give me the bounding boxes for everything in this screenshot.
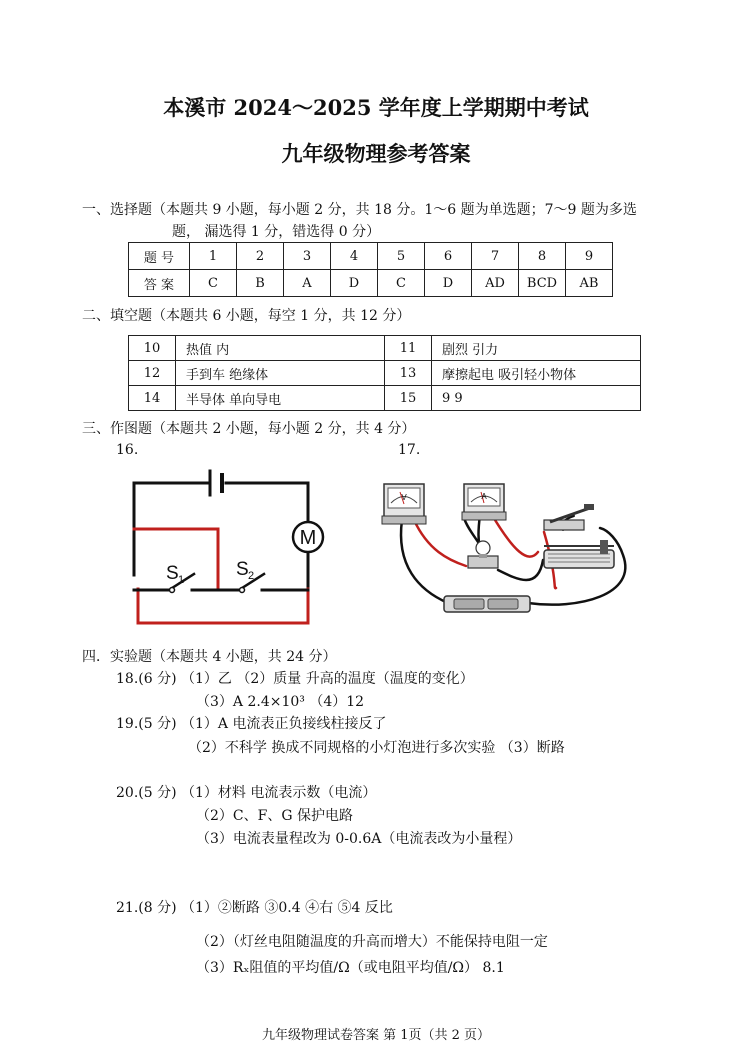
circuit-diagram-16 xyxy=(110,455,330,630)
answer-cell: BCD xyxy=(519,270,566,297)
answer-cell: 摩擦起电 吸引轻小物体 xyxy=(432,361,641,386)
table-row xyxy=(129,270,613,297)
question-number: 1 xyxy=(190,243,237,270)
question-number: 8 xyxy=(519,243,566,270)
question-number: 7 xyxy=(472,243,519,270)
answer-cell: D xyxy=(331,270,378,297)
section1-heading: 一、选择题（本题共 9 小题，每小题 2 分，共 18 分。1～6 题为单选题；7～9 题为多选 xyxy=(82,202,637,218)
ammeter-label: A xyxy=(481,492,487,501)
answer-line-18a: 18.(6 分) （1）乙 （2）质量 升高的温度（温度的变化） xyxy=(116,671,474,687)
question-number: 3 xyxy=(284,243,331,270)
choice-answer-table xyxy=(128,242,613,297)
question-number: 10 xyxy=(129,336,176,361)
question-number: 5 xyxy=(378,243,425,270)
question-number: 14 xyxy=(129,386,176,411)
answer-line-21a: 21.(8 分) （1）②断路 ③0.4 ④右 ⑤4 反比 xyxy=(116,900,393,916)
switch-s1-label: S xyxy=(166,563,179,584)
fill-blank-table xyxy=(128,335,641,411)
table-row xyxy=(129,336,641,361)
switch-s1-subscript: 1 xyxy=(178,574,185,586)
wire-black xyxy=(401,520,448,603)
answer-line-19b: （2）不科学 换成不同规格的小灯泡进行多次实验 （3）断路 xyxy=(188,740,565,756)
answer-line-20c: （3）电流表量程改为 0-0.6A（电流表改为小量程） xyxy=(196,831,522,847)
question-number: 6 xyxy=(425,243,472,270)
answer-line-20b: （2）C、F、G 保护电路 xyxy=(196,808,353,824)
question-number: 12 xyxy=(129,361,176,386)
answer-line-21b: （2）（灯丝电阻随温度的升高而增大）不能保持电阻一定 xyxy=(196,934,548,950)
answer-cell: 9 9 xyxy=(432,386,641,411)
answer-line-19a: 19.(5 分) （1）A 电流表正负接线柱接反了 xyxy=(116,716,387,732)
answer-subtitle: 九年级物理参考答案 xyxy=(281,141,471,166)
table-row xyxy=(129,361,641,386)
light-bulb xyxy=(468,541,498,568)
answer-line-21c: （3）Rₓ阻值的平均值/Ω（或电阻平均值/Ω） 8.1 xyxy=(196,960,505,976)
question-number: 11 xyxy=(385,336,432,361)
ammeter xyxy=(462,484,506,520)
answer-cell: D xyxy=(425,270,472,297)
page-footer: 九年级物理试卷答案 第 1页（共 2 页） xyxy=(261,1028,491,1043)
switch-s2-label: S xyxy=(236,559,249,580)
exam-title: 本溪市 2024～2025 学年度上学期期中考试 xyxy=(163,95,589,120)
answer-cell: 热值 内 xyxy=(176,336,385,361)
answer-cell: AB xyxy=(566,270,613,297)
section1-heading-cont: 题， 漏选得 1 分，错选得 0 分） xyxy=(172,224,381,240)
table-row xyxy=(129,386,641,411)
question-16-label: 16. xyxy=(116,442,139,458)
answer-cell: 手到车 绝缘体 xyxy=(176,361,385,386)
section4-heading: 四．实验题（本题共 4 小题，共 24 分） xyxy=(82,649,337,665)
answer-cell: C xyxy=(378,270,425,297)
answer-cell: AD xyxy=(472,270,519,297)
section2-heading: 二、填空题（本题共 6 小题，每空 1 分，共 12 分） xyxy=(82,308,411,324)
question-number: 13 xyxy=(385,361,432,386)
question-number: 9 xyxy=(566,243,613,270)
answer-cell: C xyxy=(190,270,237,297)
wire-red xyxy=(414,520,466,566)
answer-cell: B xyxy=(237,270,284,297)
answer-cell: A xyxy=(284,270,331,297)
question-number: 2 xyxy=(237,243,284,270)
switch-s2-subscript: 2 xyxy=(248,570,255,582)
row-label-number: 题 号 xyxy=(129,243,190,270)
row-label-answer: 答 案 xyxy=(129,270,190,297)
sliding-rheostat xyxy=(544,540,614,568)
voltmeter-label: V xyxy=(401,493,407,502)
circuit-picture-17 xyxy=(378,470,650,630)
motor-label: M xyxy=(299,527,317,549)
voltmeter xyxy=(382,484,426,524)
battery-holder xyxy=(444,596,530,612)
question-17-label: 17. xyxy=(398,442,421,458)
answer-line-20a: 20.(5 分) （1）材料 电流表示数（电流） xyxy=(116,785,377,801)
answer-line-18b: （3）A 2.4×10³ （4）12 xyxy=(196,694,365,710)
answer-cell: 半导体 单向导电 xyxy=(176,386,385,411)
question-number: 4 xyxy=(331,243,378,270)
section3-heading: 三、作图题（本题共 2 小题，每小题 2 分，共 4 分） xyxy=(82,421,416,437)
table-row xyxy=(129,243,613,270)
question-number: 15 xyxy=(385,386,432,411)
answer-cell: 剧烈 引力 xyxy=(432,336,641,361)
